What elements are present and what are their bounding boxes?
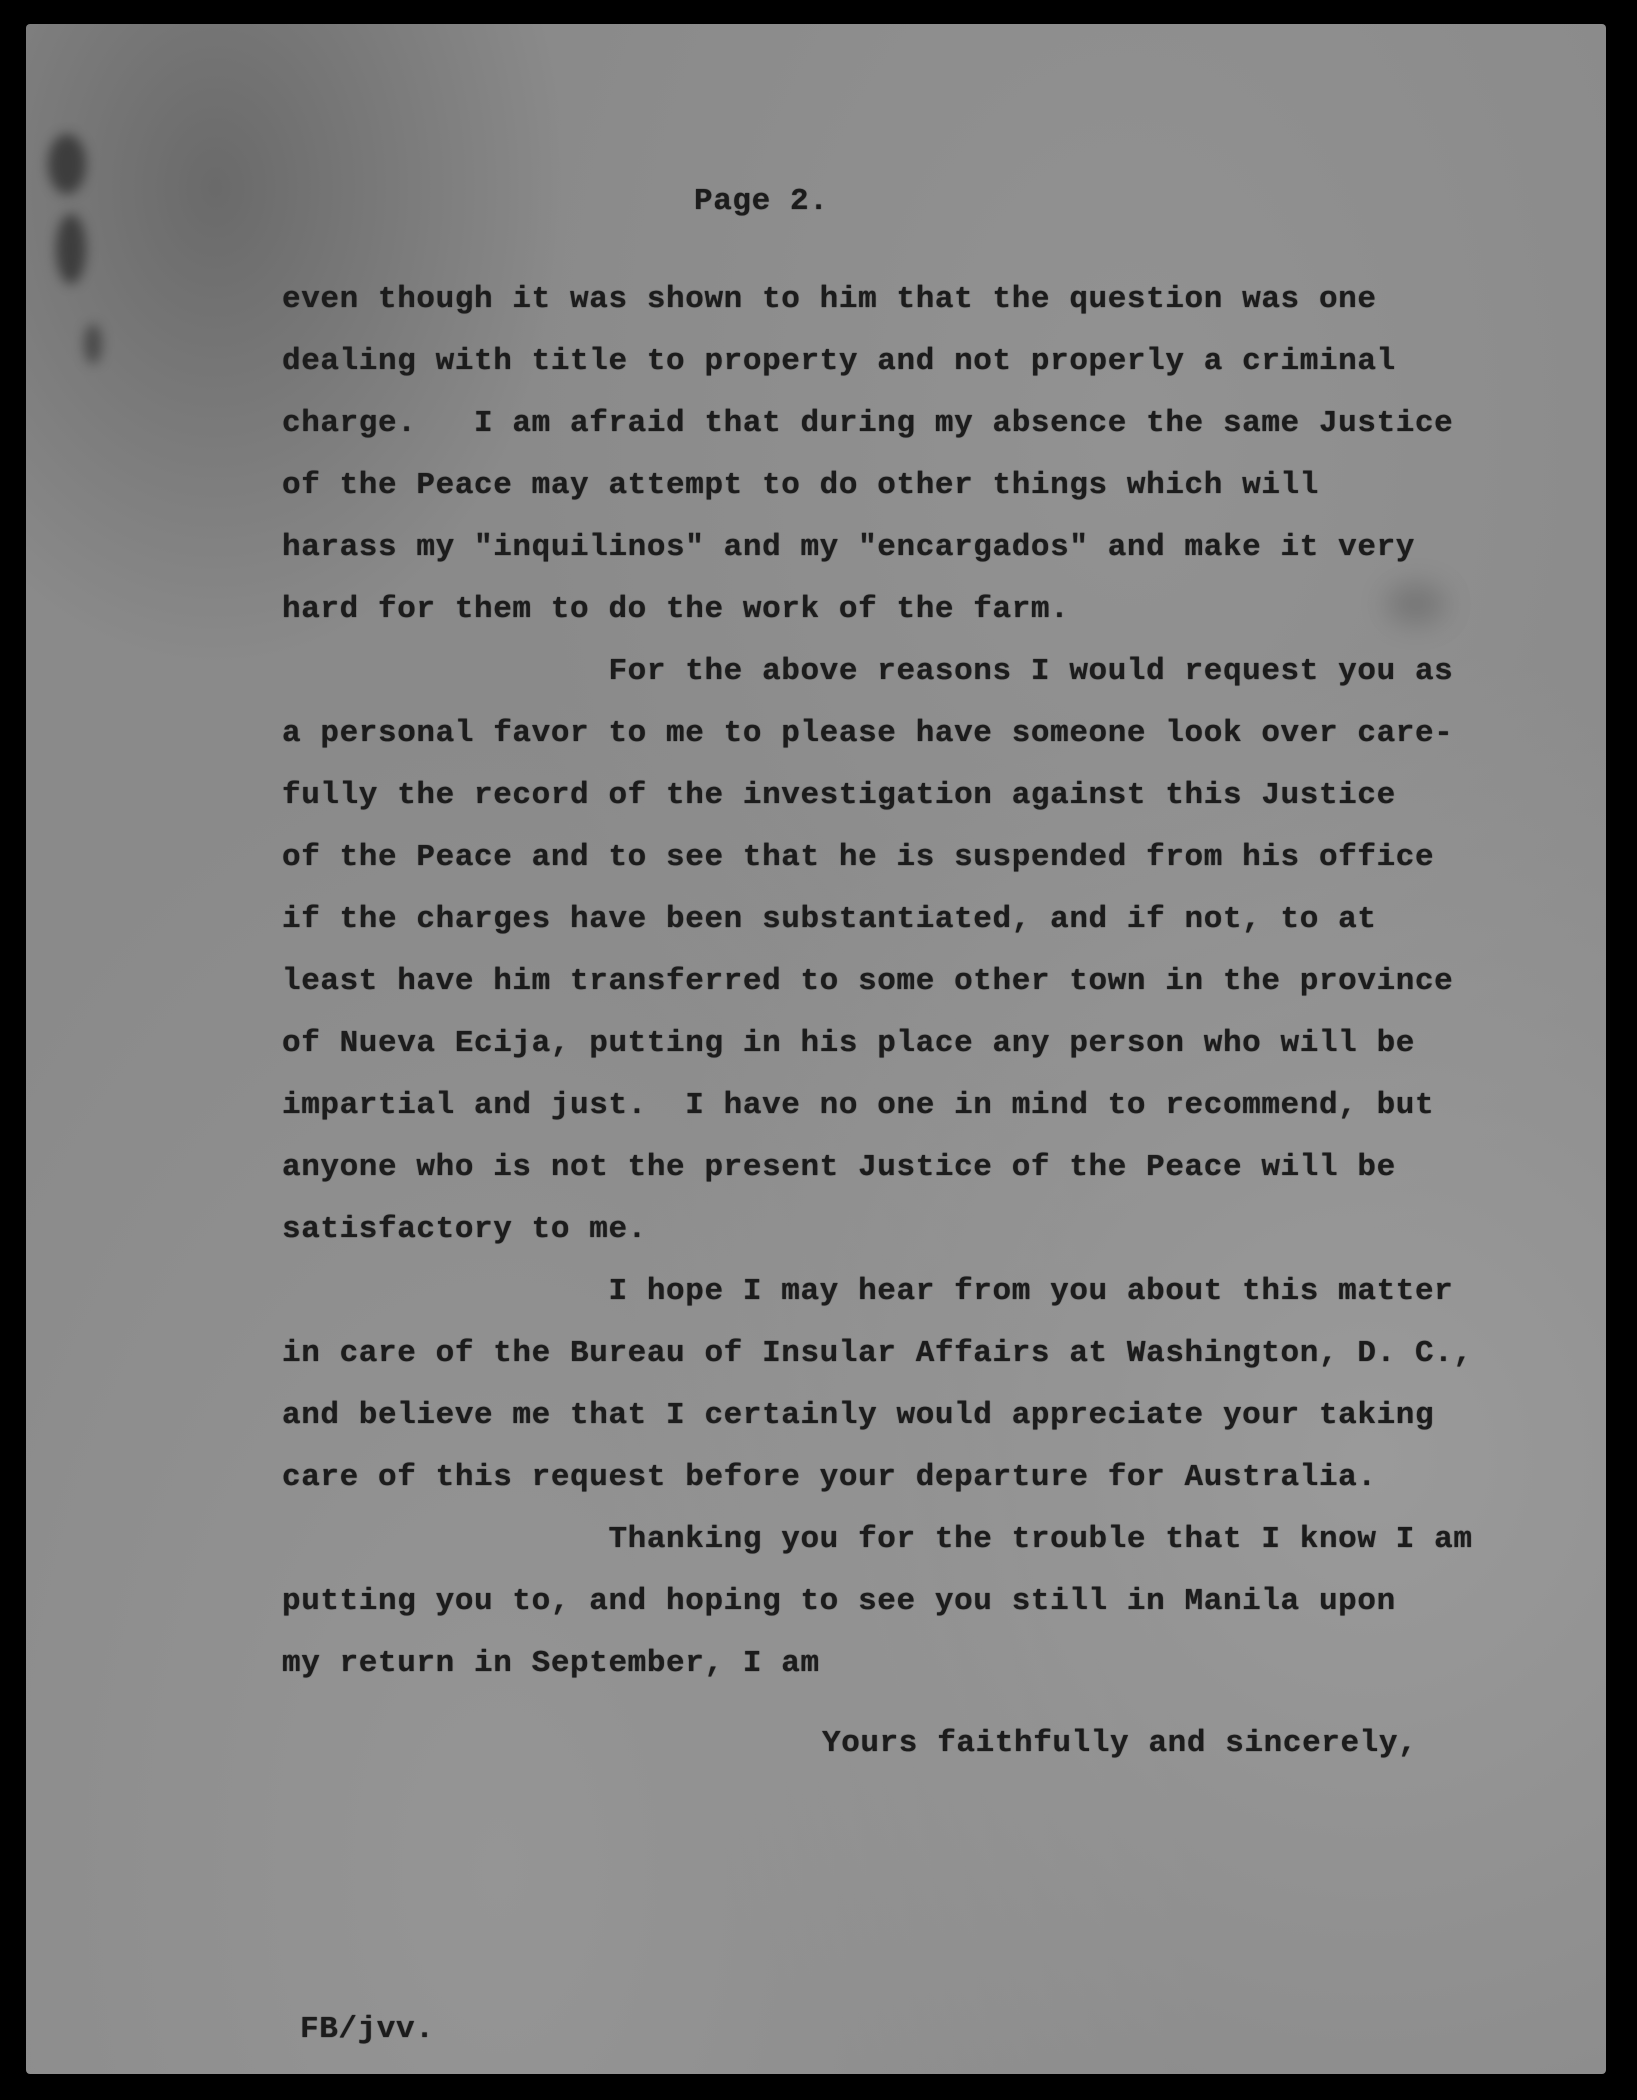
body-line: hard for them to do the work of the farm. [282,592,1070,627]
body-line: satisfactory to me. [282,1212,647,1247]
body-line: even though it was shown to him that the question was one [282,282,1377,317]
reference-initials: FB/jvv. [300,2012,435,2047]
body-line: anyone who is not the present Justice of the Peace will be [282,1150,1396,1185]
stain [1386,584,1446,624]
body-line: harass my "inquilinos" and my "encargados" and make it very [282,530,1415,565]
page-number-heading: Page 2. [694,184,829,219]
body-line: of the Peace and to see that he is suspended from his office [282,840,1435,875]
body-line: in care of the Bureau of Insular Affairs at Washington, D. C., [282,1336,1473,1371]
body-line: dealing with title to property and not properly a criminal [282,344,1396,379]
body-line: if the charges have been substantiated, and if not, to at [282,902,1377,937]
body-line: For the above reasons I would request you as [282,654,1454,689]
body-line: of the Peace may attempt to do other things which will [282,468,1319,503]
body-line: fully the record of the investigation against this Justice [282,778,1396,813]
ink-smudge [48,134,86,194]
body-line: care of this request before your departure for Australia. [282,1460,1377,1495]
closing-salutation: Yours faithfully and sincerely, [822,1726,1418,1761]
body-line: of Nueva Ecija, putting in his place any person who will be [282,1026,1415,1061]
body-line: my return in September, I am [282,1646,820,1681]
body-line: and believe me that I certainly would appreciate your taking [282,1398,1435,1433]
ink-smudge [56,214,86,284]
body-line: I hope I may hear from you about this matter [282,1274,1454,1309]
body-line: putting you to, and hoping to see you still in Manila upon [282,1584,1396,1619]
body-line: a personal favor to me to please have someone look over care- [282,716,1454,751]
body-line: least have him transferred to some other town in the province [282,964,1454,999]
body-line: impartial and just. I have no one in mind to recommend, but [282,1088,1435,1123]
ink-smudge [84,324,102,364]
document-page [26,24,1606,2074]
body-line: Thanking you for the trouble that I know I am [282,1522,1473,1557]
body-line: charge. I am afraid that during my absence the same Justice [282,406,1454,441]
